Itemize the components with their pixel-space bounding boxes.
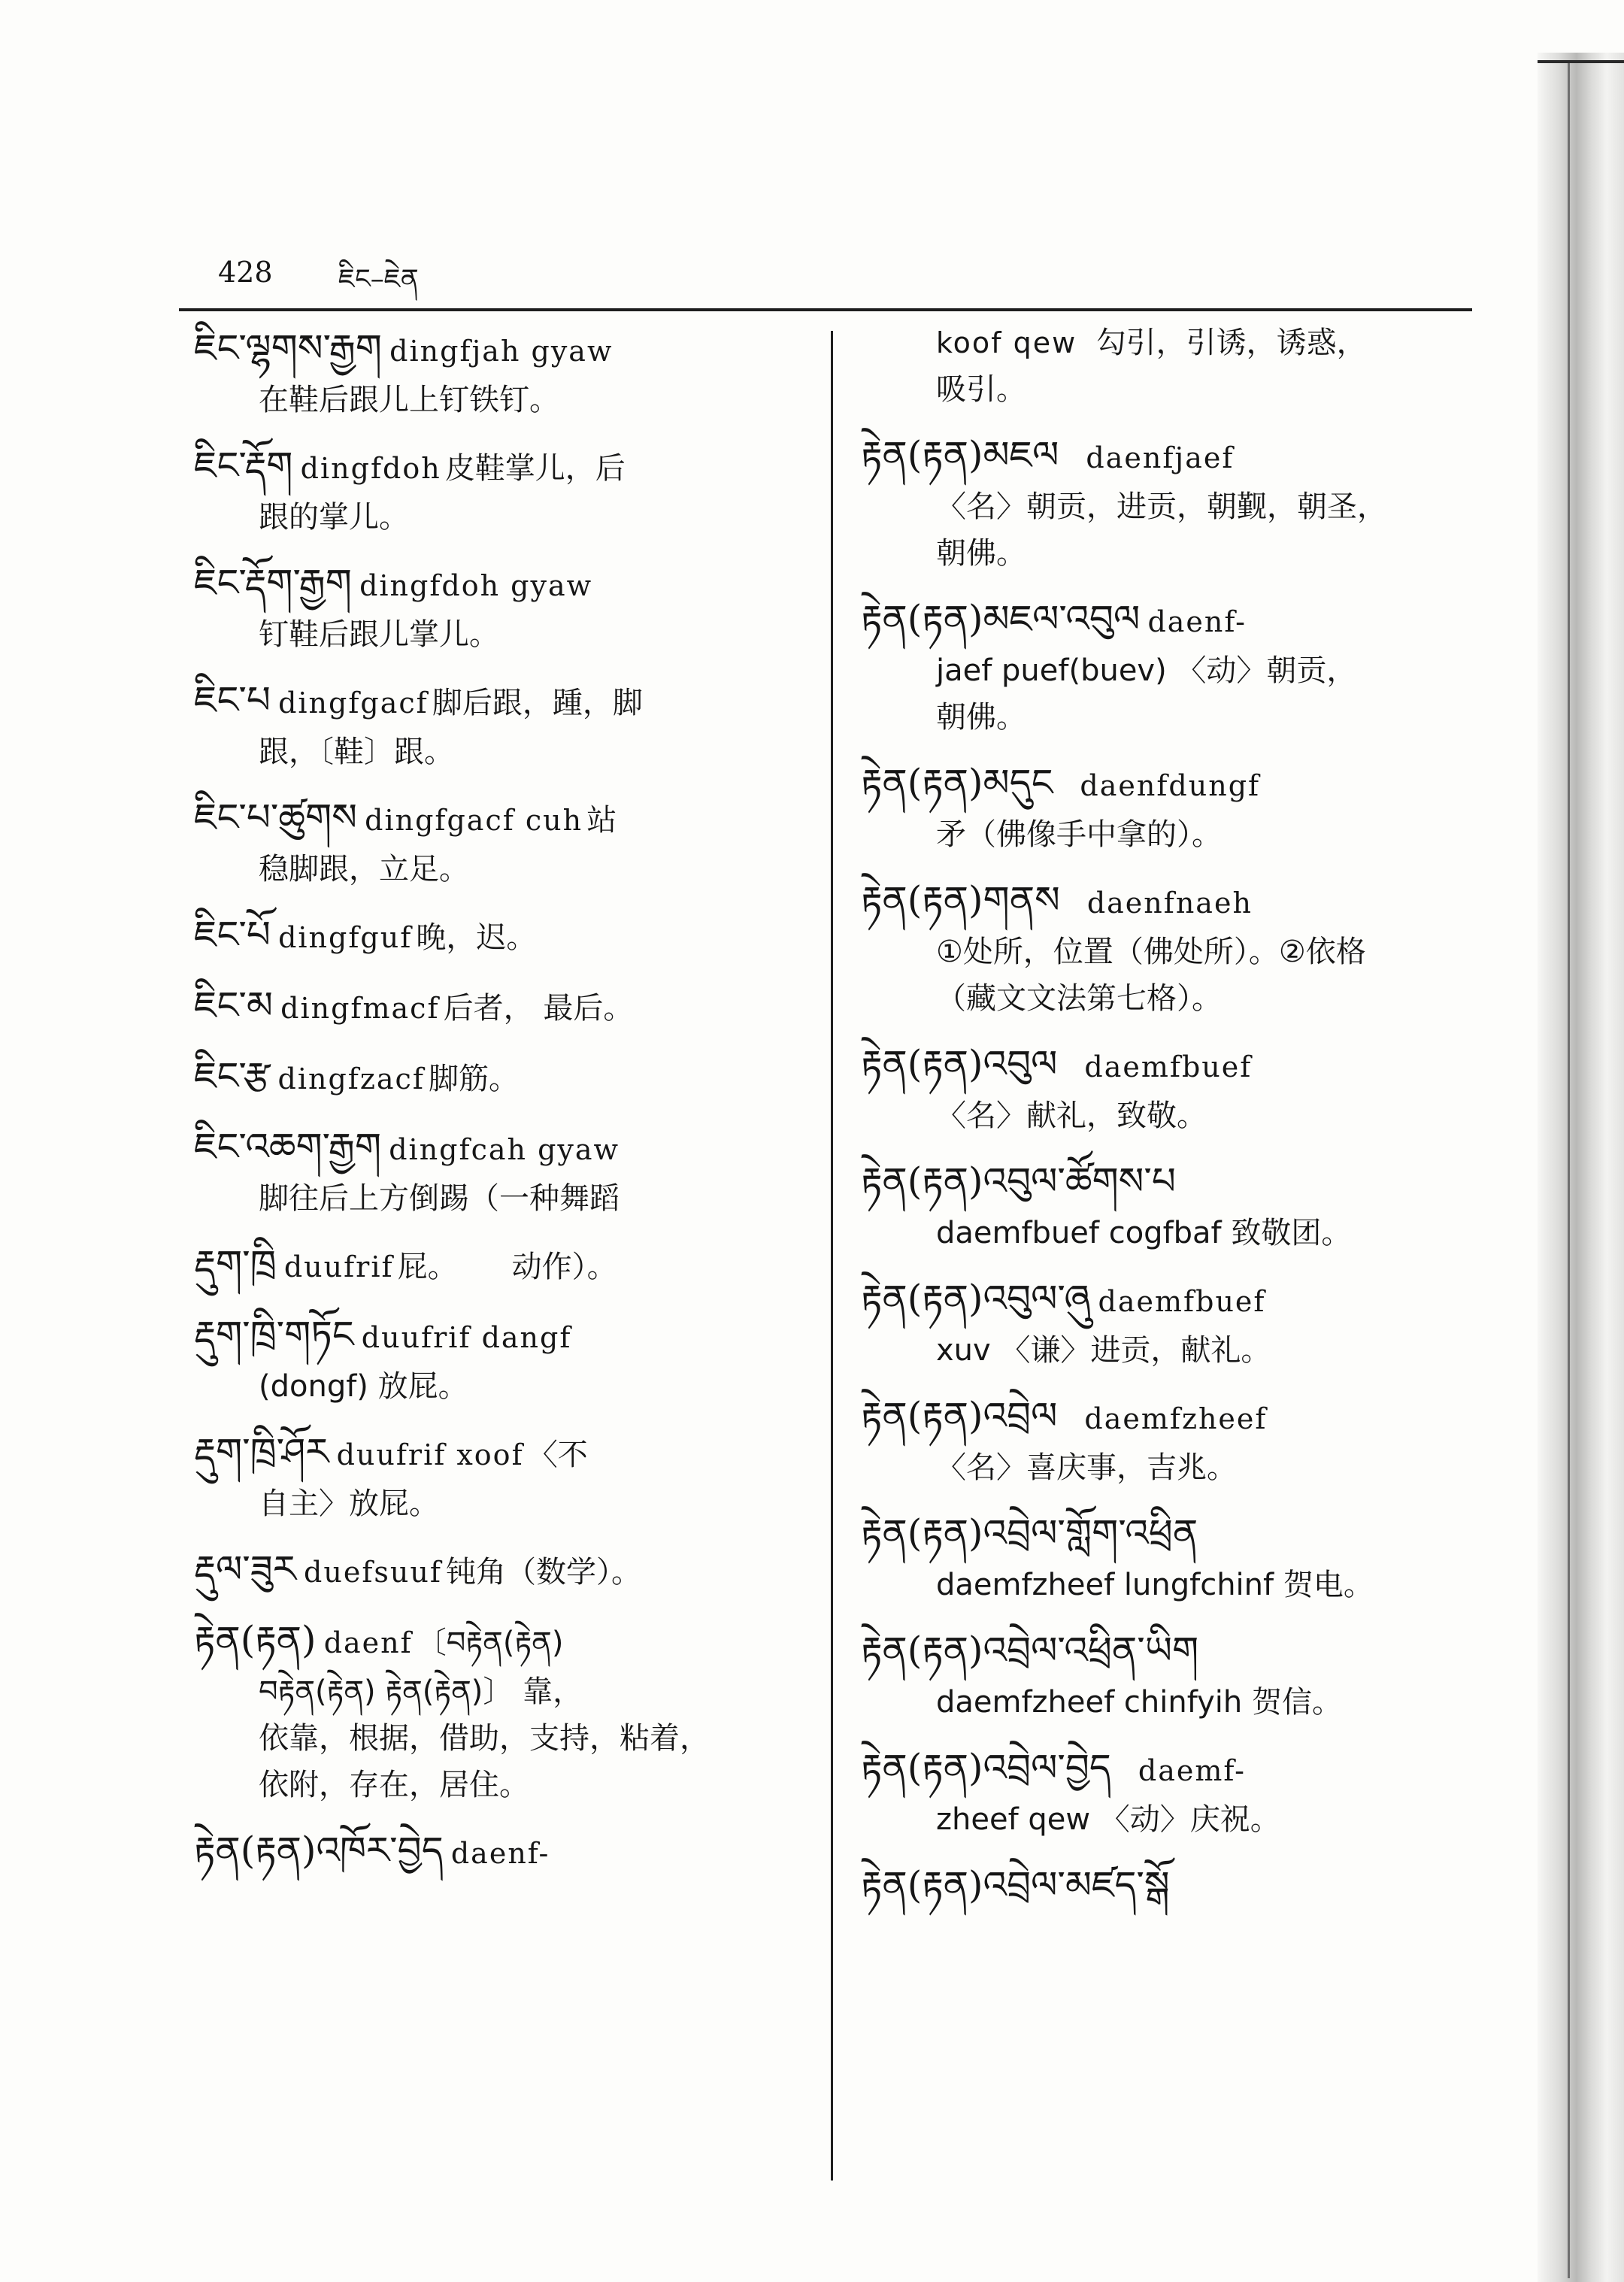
entry-definition: 钉鞋后跟儿掌儿。 (259, 617, 499, 652)
entry-definition: 在鞋后跟儿上钉铁钉。 (259, 383, 559, 417)
entry-definition: zheef qew 〈动〉庆祝。 (936, 1802, 1280, 1837)
entry-definition: jaef puef(buev) 〈动〉朝贡， (936, 653, 1357, 688)
entry-romanization: daenf- (1147, 605, 1247, 638)
dictionary-entry (194, 437, 810, 541)
entry-definition: 〈名〉献礼，致敬。 (936, 1099, 1207, 1133)
entry-definition: 脚往后上方倒踢（一种舞蹈 (259, 1181, 620, 1216)
entry-definition-note: 动作）。 (511, 1250, 617, 1284)
dictionary-entry (194, 1822, 810, 1879)
entry-headword: རྟེན(རྟན)འབྲེལ (861, 1394, 1058, 1438)
entry-romanization: dingfgacf cuh (365, 804, 583, 837)
entry-headword: ཇིང་རྡོག (194, 444, 293, 487)
header-rule (179, 308, 1472, 311)
entry-definition-cont: 吸引。 (936, 372, 1026, 407)
page-edge-top-rule (1538, 60, 1624, 63)
dictionary-entry (861, 320, 1485, 413)
entry-headword: རྟེན(རྟན)འབྲེལ་འཕྲིན་ཡིག (861, 1629, 1199, 1672)
entry-romanization: dingfzacf (277, 1062, 425, 1096)
entry-romanization: duefsuuf (304, 1556, 442, 1589)
dictionary-entry (194, 320, 810, 423)
column-divider (831, 331, 833, 2180)
entry-romanization: dingfcah gyaw (389, 1133, 620, 1166)
dictionary-entry (861, 1505, 1485, 1608)
entry-definition-cont: 依附，存在，居住。 (259, 1768, 529, 1802)
entry-headword: རྟེན(རྟན)གནས (861, 878, 1060, 922)
running-head: ཇིང–ཇེན (338, 264, 419, 295)
entry-headword: རྟེན(རྟན)འཁོར་བྱེད (194, 1829, 444, 1872)
entry-romanization: daenfdungf (1080, 769, 1261, 802)
entry-definition: 站 (586, 803, 617, 838)
entry-headword: རྟེན(རྟན)མཇལ་འབུལ (861, 597, 1141, 641)
dictionary-entry (861, 754, 1485, 858)
entry-romanization: daenfnaeh (1086, 886, 1253, 920)
entry-definition: daemfbuef cogfbaf 致敬团。 (936, 1216, 1352, 1250)
dictionary-entry (194, 1423, 810, 1527)
entry-romanization: dingfdoh gyaw (359, 569, 593, 602)
entry-definition-cont: བརྟེན(རྟེན) རྟེན(རྟེན)〕 靠， (259, 1674, 583, 1709)
entry-headword: རྟེན(རྟན)འབུལ་ཚོགས་པ (861, 1159, 1176, 1203)
entry-romanization: dingfdoh (300, 452, 441, 485)
entry-definition: 晚，迟。 (416, 920, 537, 955)
dictionary-entry (861, 1270, 1485, 1374)
entry-headword: ཇིང་ལྷགས་རྒྱག (194, 326, 382, 370)
entry-romanization: dingfgacf (278, 686, 429, 720)
entry-definition-cont: 跟，〔鞋〕跟。 (259, 735, 454, 769)
entry-definition: daemfzheef lungfchinf 贺电。 (936, 1568, 1374, 1602)
dictionary-entry (861, 426, 1485, 577)
entry-headword: ཇིང་འཆག་རྒྱག (194, 1125, 382, 1168)
entry-definition: ①处所，位置（佛处所）。②依格 (936, 935, 1366, 969)
entry-definition: 钝角（数学）。 (446, 1555, 641, 1590)
dictionary-entry (194, 1235, 810, 1293)
entry-definition: 后者， 最后。 (443, 991, 634, 1026)
entry-romanization: daenfjaef (1086, 441, 1235, 474)
entry-headword: རྟེན(རྟན)འབྲེལ་མཛད་སྒོ (861, 1863, 1170, 1907)
entry-definition: 脚筋。 (429, 1062, 519, 1096)
entry-headword: རྟེན(རྟན) (194, 1618, 317, 1662)
entry-romanization: duufrif (283, 1250, 394, 1283)
entry-definition-cont: 朝佛。 (936, 700, 1026, 735)
entry-romanization: daemfzheef (1084, 1402, 1268, 1435)
dictionary-entry (861, 1622, 1485, 1726)
entry-romanization: duufrif xoof (336, 1438, 524, 1471)
entry-romanization: dingfmacf (280, 992, 440, 1025)
entry-headword: རྟེན(རྟན)འབུལ་ཞུ (861, 1277, 1091, 1320)
entry-romanization: daemfbuef (1084, 1050, 1253, 1083)
entry-definition: 脚后跟，踵，脚 (432, 686, 643, 720)
entry-headword: རྟེན(རྟན)འབྲེལ་བྱེད (861, 1746, 1111, 1790)
entry-headword: ཇིང་པ་ཚུགས (194, 796, 357, 839)
entry-romanization: duufrif dangf (361, 1321, 572, 1354)
entry-romanization: daenf- (450, 1837, 550, 1870)
dictionary-entry (194, 1306, 810, 1410)
dictionary-entry (194, 1047, 810, 1105)
entry-romanization: koof qew (936, 326, 1077, 359)
entry-headword: རྟེན(རྟན)མཇལ (861, 433, 1059, 477)
entry-definition-cont: 稳脚跟，立足。 (259, 852, 469, 886)
entry-headword: ཇིང་པོ (194, 913, 271, 956)
dictionary-entry (194, 977, 810, 1034)
dictionary-entry (861, 1856, 1485, 1914)
entry-definition: 矛（佛像手中拿的）。 (936, 817, 1222, 852)
entry-definition-cont: 跟的掌儿。 (259, 500, 409, 535)
entry-definition: 〈不 (527, 1438, 588, 1472)
left-column (194, 320, 810, 1893)
page-edge-line (1568, 60, 1570, 2278)
dictionary-entry (194, 1611, 810, 1808)
dictionary-entry (861, 1387, 1485, 1491)
entry-romanization: daemf- (1138, 1754, 1246, 1787)
dictionary-entry (861, 590, 1485, 741)
entry-definition-cont: 依靠，根据，借助，支持，粘着， (259, 1721, 710, 1756)
entry-definition: 〈名〉朝贡，进贡，朝觐，朝圣， (936, 489, 1387, 524)
dictionary-entry (194, 554, 810, 658)
entry-definition: (dongf) 放屁。 (259, 1369, 468, 1404)
entry-definition: 勾引，引诱，诱惑， (1095, 326, 1367, 360)
entry-definition: 皮鞋掌儿，后 (444, 451, 626, 486)
entry-headword: ཇིང་མ (194, 983, 273, 1027)
dictionary-entry (861, 871, 1485, 1022)
right-column (861, 320, 1485, 1927)
entry-romanization: daemfbuef (1098, 1285, 1266, 1318)
entry-headword: རྡུག་ཁྲི་གཏོང (194, 1313, 354, 1356)
dictionary-entry (861, 1739, 1485, 1843)
entry-headword: ཇིང་རྡོག་རྒྱག (194, 561, 352, 605)
entry-headword: རྟེན(རྟན)མདུང (861, 761, 1053, 805)
entry-definition-cont: （藏文文法第七格）。 (936, 981, 1222, 1016)
dictionary-entry (194, 906, 810, 963)
page-edge-shadow (1538, 53, 1624, 2282)
entry-romanization: dingfguf (278, 921, 413, 954)
dictionary-entry (861, 1153, 1485, 1256)
dictionary-entry (194, 671, 810, 775)
entry-headword: རྡུག་ཁྲི (194, 1242, 277, 1286)
entry-headword: ཇིང་རྩ (194, 1054, 271, 1098)
entry-headword: ཇིང་པ (194, 678, 271, 722)
page-number: 428 (218, 256, 273, 289)
entry-romanization: daenf (323, 1626, 413, 1659)
dictionary-entry (861, 1035, 1485, 1139)
dictionary-entry (194, 789, 810, 892)
entry-definition: 〈名〉喜庆事，吉兆。 (936, 1450, 1237, 1485)
entry-romanization: dingfjah gyaw (389, 335, 614, 368)
entry-definition: daemfzheef chinfyih 贺信。 (936, 1685, 1342, 1720)
entry-definition-cont: 自主〉放屁。 (259, 1486, 439, 1521)
entry-definition-cont: 朝佛。 (936, 536, 1026, 571)
entry-headword: རྡུག་ཁྲི་ཤོར (194, 1430, 329, 1474)
entry-headword: རྡུལ་ཟུར (194, 1547, 296, 1591)
entry-headword: རྟེན(རྟན)འབུལ (861, 1042, 1058, 1086)
entry-headword: རྟེན(རྟན)འབྲེལ་གློག་འཕྲིན (861, 1511, 1198, 1555)
dictionary-entry (194, 1541, 810, 1598)
entry-definition: 〔བརྟེན(རྟེན) (416, 1626, 564, 1660)
entry-definition: 屁。 (397, 1250, 458, 1284)
entry-definition: xuv 〈谦〉进贡，献礼。 (936, 1333, 1271, 1368)
dictionary-entry (194, 1118, 810, 1222)
